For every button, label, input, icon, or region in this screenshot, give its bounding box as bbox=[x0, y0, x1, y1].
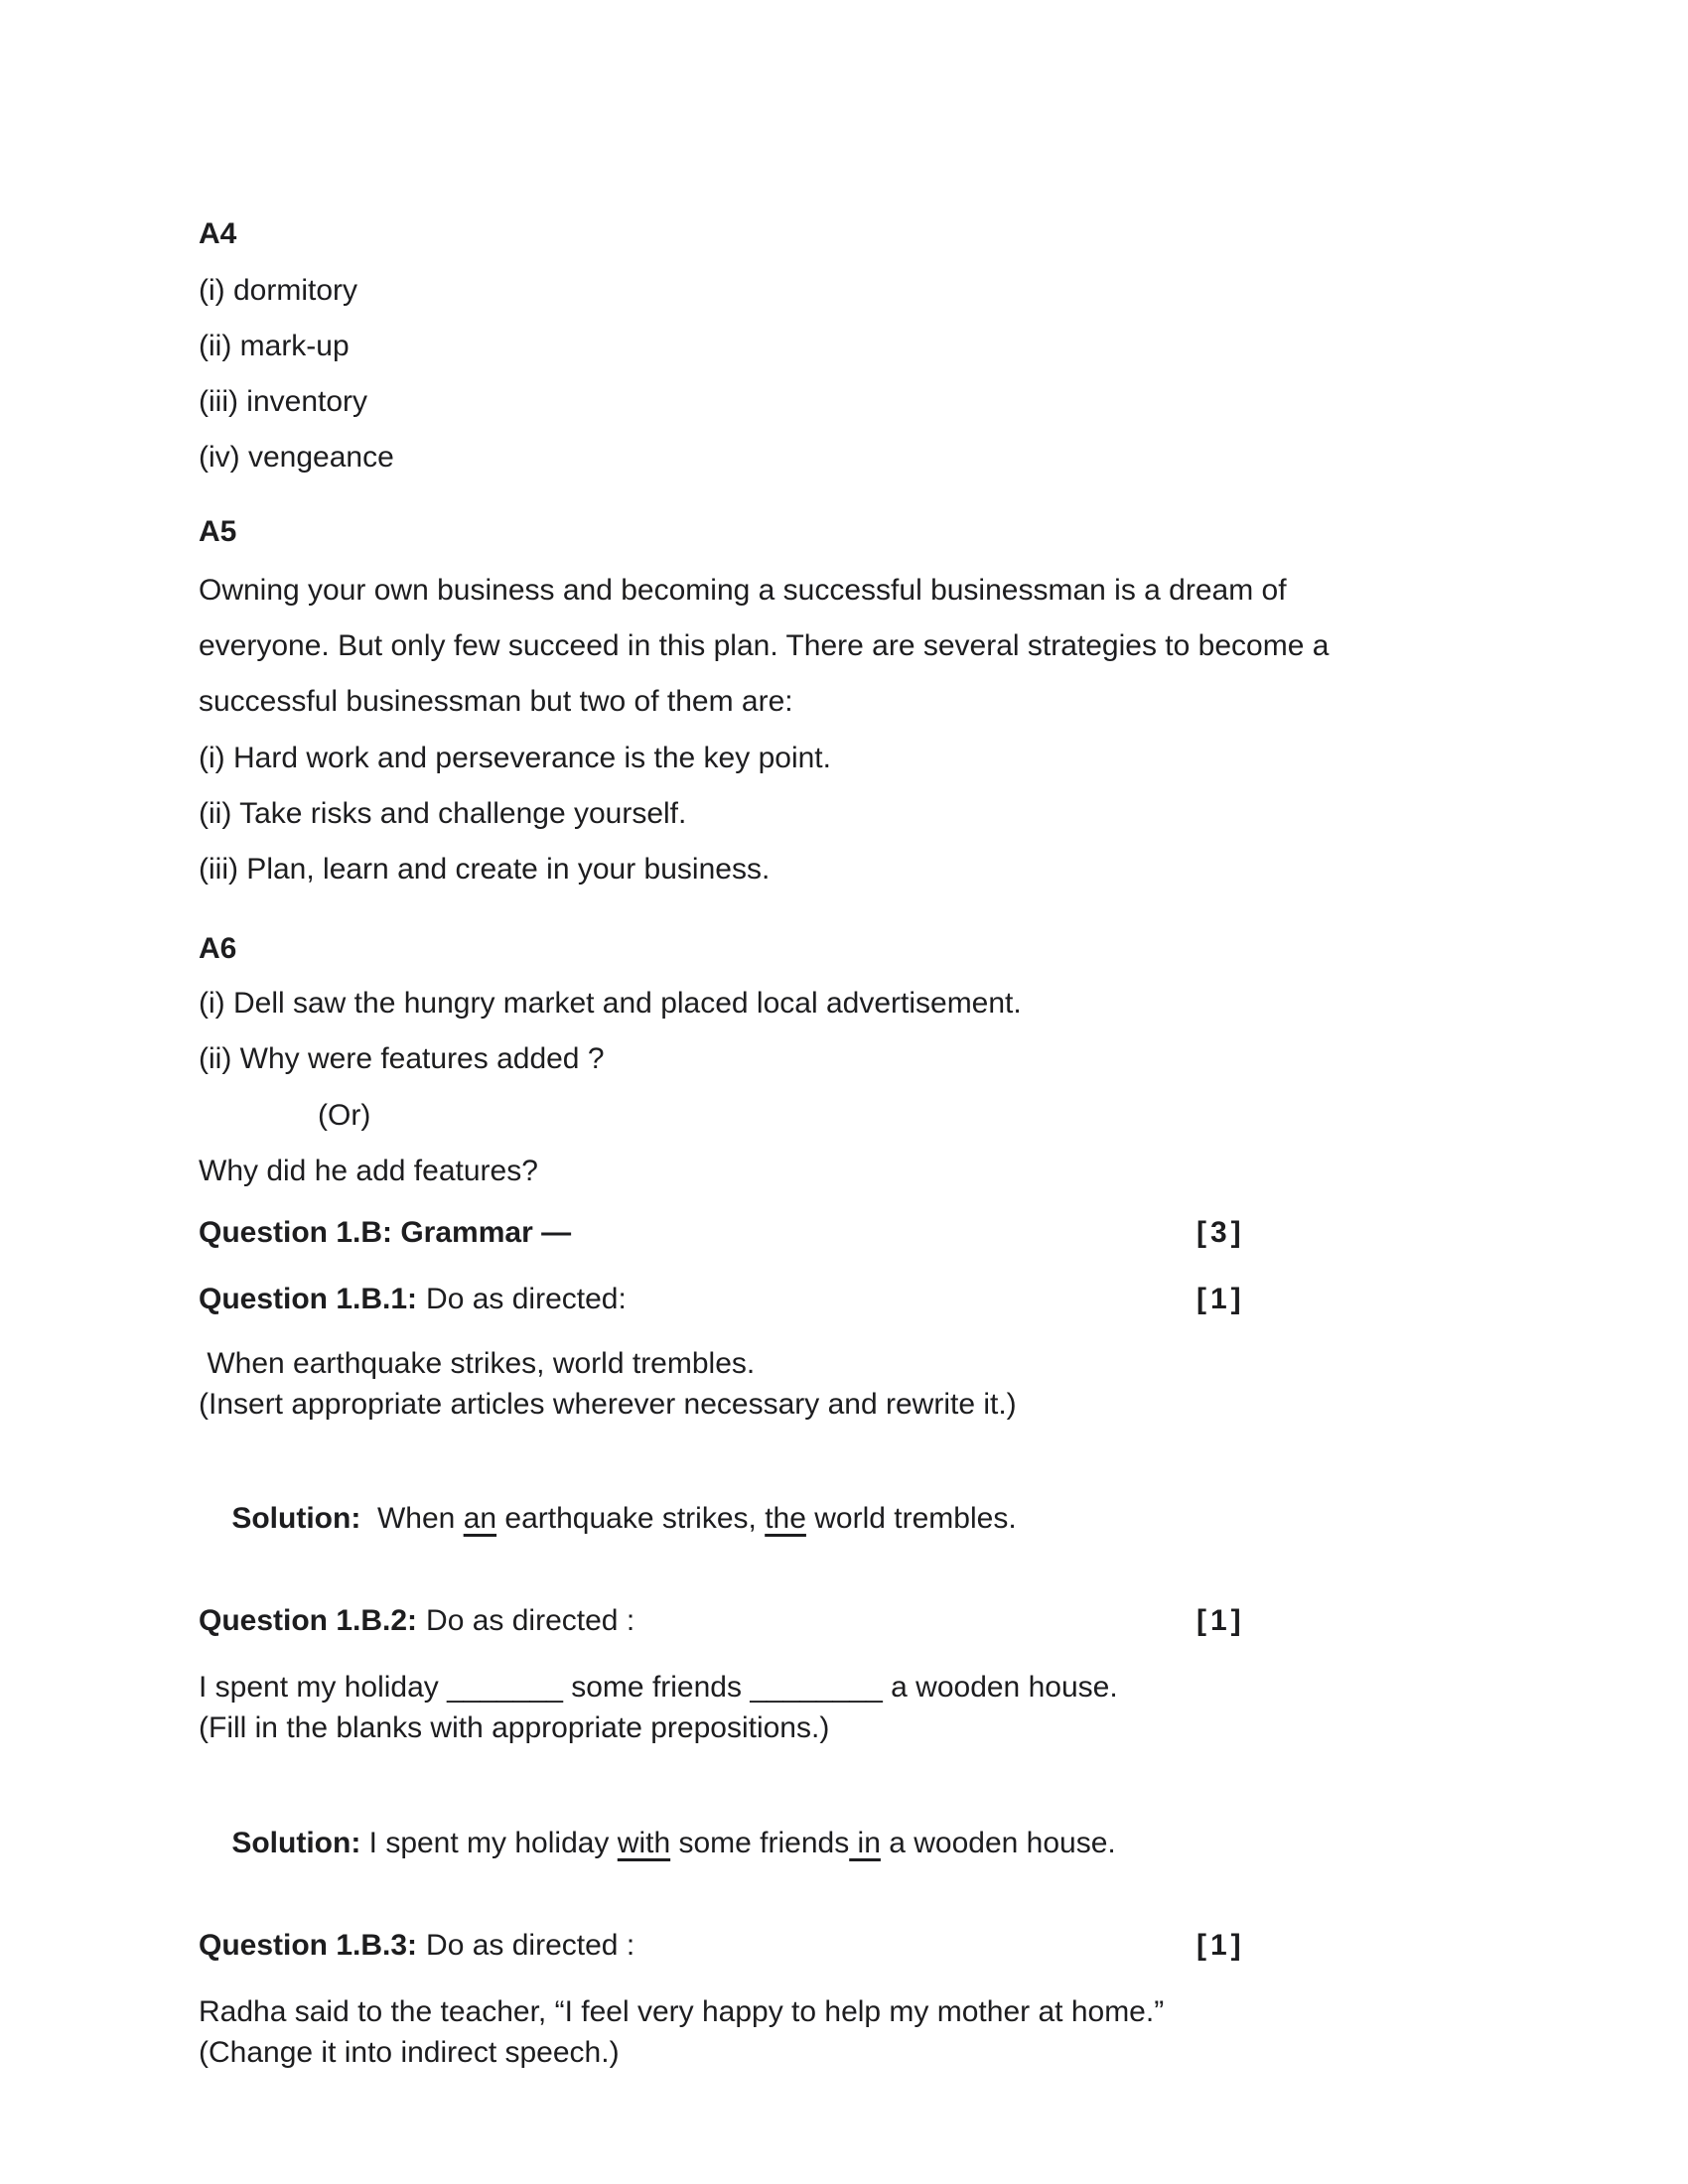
or-separator: (Or) bbox=[318, 1099, 371, 1132]
question-instruction: (Insert appropriate articles wherever necessary and rewrite it.) bbox=[199, 1388, 1017, 1421]
list-item: (ii) Why were features added ? bbox=[199, 1042, 605, 1075]
paragraph-line: successful businessman but two of them are: bbox=[199, 685, 793, 718]
list-item: (i) Dell saw the hungry market and placed local advertisement. bbox=[199, 987, 1022, 1020]
question-prompt: Do as directed : bbox=[426, 1929, 635, 1962]
paragraph-line: Owning your own business and becoming a successful businessman is a dream of bbox=[199, 574, 1287, 607]
grammar-section-title: Question 1.B: Grammar — bbox=[199, 1216, 572, 1249]
question-prompt: Do as directed: bbox=[426, 1283, 627, 1315]
answer-a6-list bbox=[199, 976, 1489, 1087]
solution-text: When an earthquake strikes, the world trembles. bbox=[360, 1502, 1017, 1535]
list-item: (iii) inventory bbox=[199, 385, 368, 418]
question-prompt: Do as directed : bbox=[426, 1604, 635, 1637]
answer-a4-heading: A4 bbox=[199, 217, 237, 250]
question-sentence: Radha said to the teacher, “I feel very happy to help my mother at home.” bbox=[199, 1995, 1165, 2028]
answer-a5-heading: A5 bbox=[199, 515, 237, 548]
marks-badge: [3] bbox=[1196, 1216, 1245, 1249]
solution-label: Solution: bbox=[231, 1502, 361, 1535]
list-item: (i) Hard work and perseverance is the key point. bbox=[199, 742, 831, 774]
alternative-question: Why did he add features? bbox=[199, 1155, 538, 1187]
list-item: (ii) mark-up bbox=[199, 330, 350, 362]
solution-text: I spent my holiday with some friends in a wooden house. bbox=[360, 1827, 1116, 1859]
grammar-section-heading-row bbox=[199, 1215, 1489, 1251]
marks-badge: [1] bbox=[1196, 1283, 1245, 1315]
list-item: (iv) vengeance bbox=[199, 441, 394, 474]
question-1b3-body bbox=[199, 1991, 1489, 2073]
question-1b1-body bbox=[199, 1343, 1489, 1425]
list-item: (iii) Plan, learn and create in your business. bbox=[199, 853, 771, 886]
solution-1b1-line bbox=[199, 1465, 1489, 1572]
question-1b3-heading-row bbox=[199, 1928, 1489, 1964]
solution-label: Solution: bbox=[231, 1827, 361, 1859]
question-sentence: When earthquake strikes, world trembles. bbox=[199, 1347, 756, 1380]
question-label: Question 1.B.3: bbox=[199, 1929, 418, 1962]
answer-a5-paragraph bbox=[199, 563, 1489, 730]
question-label: Question 1.B.1: bbox=[199, 1283, 418, 1315]
list-item: (ii) Take risks and challenge yourself. bbox=[199, 797, 687, 830]
question-instruction: (Change it into indirect speech.) bbox=[199, 2036, 620, 2069]
answer-a5-list bbox=[199, 731, 1489, 897]
question-1b1-heading-row bbox=[199, 1282, 1489, 1317]
question-instruction: (Fill in the blanks with appropriate prepositions.) bbox=[199, 1711, 830, 1744]
solution-1b2-line bbox=[199, 1790, 1489, 1897]
question-1b2-body bbox=[199, 1667, 1489, 1748]
answer-a4-list bbox=[199, 263, 1489, 485]
marks-badge: [1] bbox=[1196, 1929, 1245, 1962]
question-1b2-heading-row bbox=[199, 1603, 1489, 1639]
paragraph-line: everyone. But only few succeed in this plan. There are several strategies to become a bbox=[199, 629, 1330, 662]
answer-a6-heading: A6 bbox=[199, 932, 237, 965]
question-sentence: I spent my holiday _______ some friends ________ a wooden house. bbox=[199, 1671, 1118, 1704]
question-label: Question 1.B.2: bbox=[199, 1604, 418, 1637]
list-item: (i) dormitory bbox=[199, 274, 358, 307]
marks-badge: [1] bbox=[1196, 1604, 1245, 1637]
